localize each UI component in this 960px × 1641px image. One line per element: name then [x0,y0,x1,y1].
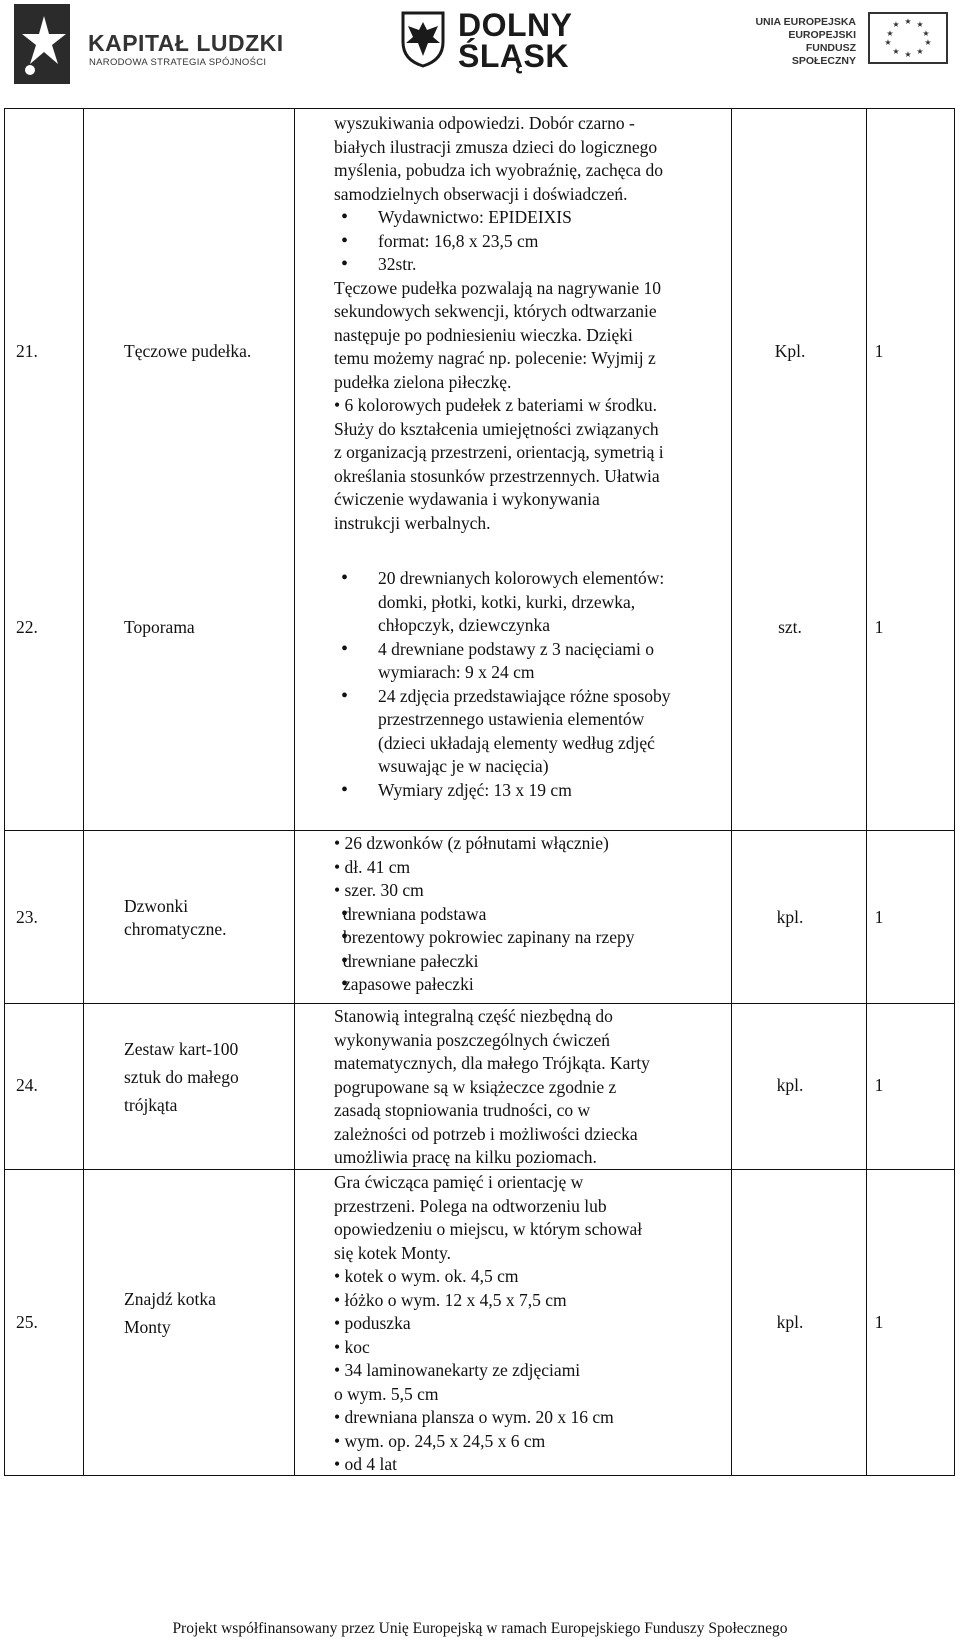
list-item [334,926,734,950]
svg-text:★: ★ [892,47,900,56]
list-item-line: • Wymiary zdjęć: 13 x 19 cm [378,779,572,800]
dolny-slask-line1: DOLNY [458,7,573,43]
desc-line: zasadą stopniowania trudności, co w [334,1100,591,1120]
eu-flag-icon [868,12,948,64]
desc-line: • dł. 41 cm [334,856,411,877]
item-name [124,895,284,941]
dolny-slask-line2: ŚLĄSK [458,38,569,74]
list-item: • format: 16,8 x 23,5 cm [334,230,734,254]
item-name-line: Zestaw kart-100 [124,1039,239,1059]
desc-line: Tęczowe pudełka pozwalają na nagrywanie 10 [334,277,661,298]
svg-text:★: ★ [922,29,930,38]
svg-text:★: ★ [916,20,924,29]
desc-line: wyszukiwania odpowiedzi. Dobór czarno - [334,113,635,133]
desc-line: o wym. 5,5 cm [334,1383,439,1404]
item-name [124,1285,284,1341]
item-name-line: Znajdź kotka [124,1289,216,1309]
quantity: 1 [874,1312,884,1332]
item-name: Tęczowe pudełka. [124,341,252,361]
desc-line: • łóżko o wym. 12 x 4,5 x 7,5 cm [334,1289,567,1310]
list-item [334,950,734,974]
bullet-list [334,206,734,277]
list-item-line: domki, płotki, kotki, kurki, drzewka, [378,591,636,612]
desc-line: • koc [334,1336,370,1357]
desc-line: pudełka zielona piłeczkę. [334,371,512,392]
desc-line: instrukcji werbalnych. [334,512,491,533]
item-name-line: trójkąta [124,1095,178,1115]
eu-line3: FUNDUSZ SPOŁECZNY [791,42,856,67]
kapital-ludzki-subtitle: NARODOWA STRATEGIA SPÓJNOŚCI [89,57,267,68]
item-name [124,1035,284,1119]
list-item-text: zapasowe pałeczki [343,974,474,994]
item-description [334,567,734,802]
row-number: 21. [16,341,38,361]
list-item-line: (dzieci układają elementy według zdjęć [378,732,655,753]
kapital-ludzki-title: KAPITAŁ LUDZKI [88,30,284,56]
list-item [334,638,734,685]
desc-line: • 34 laminowanekarty ze zdjęciami [334,1360,581,1380]
desc-line: • wym. op. 24,5 x 24,5 x 6 cm [334,1430,546,1451]
list-item-line: wymiarach: 9 x 24 cm [378,662,535,682]
eu-logo [746,12,956,68]
dolny-slask-logo [400,8,580,72]
item-name: Toporama [124,617,195,637]
item-name-line: Dzwonki [124,896,189,916]
item-name-line: chromatyczne. [124,919,227,939]
item-description [334,1171,734,1477]
bullet-list [334,567,734,802]
bullet-list [334,903,734,997]
quantity: 1 [874,1075,884,1095]
desc-line: matematycznych, dla małego Trójkąta. Karty [334,1053,650,1073]
list-item-line: wsuwając je w nacięcia) [378,756,549,776]
desc-line: Gra ćwicząca pamięć i orientację w [334,1172,584,1192]
list-item: • 32str. [334,253,734,277]
desc-line: Służy do kształcenia umiejętności związanych [334,418,659,439]
desc-line: • 26 dzwonków (z półnutami włącznie) [334,833,609,853]
svg-text:★: ★ [904,17,912,26]
eu-line2: EUROPEJSKI [788,29,856,41]
kapital-ludzki-star-icon [14,4,70,84]
row-number: 24. [16,1075,38,1095]
list-item-text: drewniane pałeczki [343,950,479,971]
desc-line: Stanowią integralną część niezbędną do [334,1006,613,1026]
desc-line: z organizacją przestrzeni, orientacją, symetrią i [334,442,664,462]
item-description [334,1005,734,1170]
desc-line: opowiedzeniu o miejscu, w którym schował [334,1219,643,1239]
item-name-line: sztuk do małego [124,1067,239,1087]
desc-line: umożliwia pracę na kilku poziomach. [334,1147,597,1167]
svg-text:★: ★ [886,29,894,38]
desc-line: temu możemy nagrać np. polecenie: Wyjmij z [334,348,656,368]
quantity: 1 [874,907,884,927]
desc-line: zależności od potrzeb i możliwości dziecka [334,1123,638,1144]
desc-line: • drewniana plansza o wym. 20 x 16 cm [334,1407,614,1427]
list-item [334,779,734,803]
list-item-text: drewniana podstawa [343,903,487,924]
svg-text:★: ★ [892,20,900,29]
list-item [334,973,734,997]
row-number: 23. [16,907,38,927]
unit: szt. [778,617,802,637]
desc-line: wykonywania poszczególnych ćwiczeń [334,1029,611,1050]
svg-text:★: ★ [904,50,912,59]
desc-line: się kotek Monty. [334,1242,451,1263]
list-item [334,685,734,779]
list-item: • Wydawnictwo: EPIDEIXIS [334,206,734,230]
list-item-line: przestrzennego ustawienia elementów [378,709,645,729]
list-item-text: brezentowy pokrowiec zapinany na rzepy [343,927,635,947]
item-name-line: Monty [124,1317,171,1337]
list-item-line: • 24 zdjęcia przedstawiające różne sposoby [378,685,671,706]
quantity: 1 [874,341,884,361]
eagle-crest-icon [400,10,446,68]
desc-line: • poduszka [334,1313,411,1333]
eu-text [746,16,856,68]
list-item [334,903,734,927]
list-item-line: chłopczyk, dziewczynka [378,615,551,635]
list-item-line: • 4 drewniane podstawy z 3 nacięciami o [378,638,655,659]
row-number: 22. [16,617,38,637]
eu-line1: UNIA EUROPEJSKA [755,16,856,28]
desc-line: myślenia, pobudza ich wyobraźnię, zachęca do [334,160,663,180]
quantity: 1 [874,617,884,637]
desc-line: • od 4 lat [334,1454,397,1474]
list-item [334,567,734,638]
row-number: 25. [16,1312,38,1332]
item-description [334,112,734,535]
unit: kpl. [776,1312,804,1332]
desc-line: • szer. 30 cm [334,880,424,900]
desc-line: sekundowych sekwencji, których odtwarzanie [334,301,657,321]
list-item-line: • 20 drewnianych kolorowych elementów: [378,568,665,588]
kapital-ludzki-logo [14,4,284,84]
desc-line: ćwiczenie wydawania i wykonywania [334,489,600,509]
desc-line: białych ilustracji zmusza dzieci do logicznego [334,136,658,157]
unit: kpl. [776,907,804,927]
svg-text:★: ★ [916,47,924,56]
unit: Kpl. [774,341,806,361]
desc-line: samodzielnych obserwacji i doświadczeń. [334,183,628,204]
svg-text:★: ★ [884,38,892,47]
desc-line: pogrupowane są w książeczce zgodnie z [334,1076,617,1097]
desc-line: • 6 kolorowych pudełek z bateriami w środku. [334,395,657,415]
page-footer: Projekt współfinansowany przez Unię Europejską w ramach Europejskiego Funduszy Społecznego [172,1620,788,1637]
desc-line: następuje po podniesieniu wieczka. Dzięki [334,324,633,345]
desc-line: • kotek o wym. ok. 4,5 cm [334,1266,519,1286]
svg-text:★: ★ [924,38,932,47]
unit: kpl. [776,1075,804,1095]
desc-line: przestrzeni. Polega na odtworzeniu lub [334,1195,607,1216]
desc-line: określania stosunków przestrzennych. Ułatwia [334,465,660,486]
item-description [334,832,734,997]
